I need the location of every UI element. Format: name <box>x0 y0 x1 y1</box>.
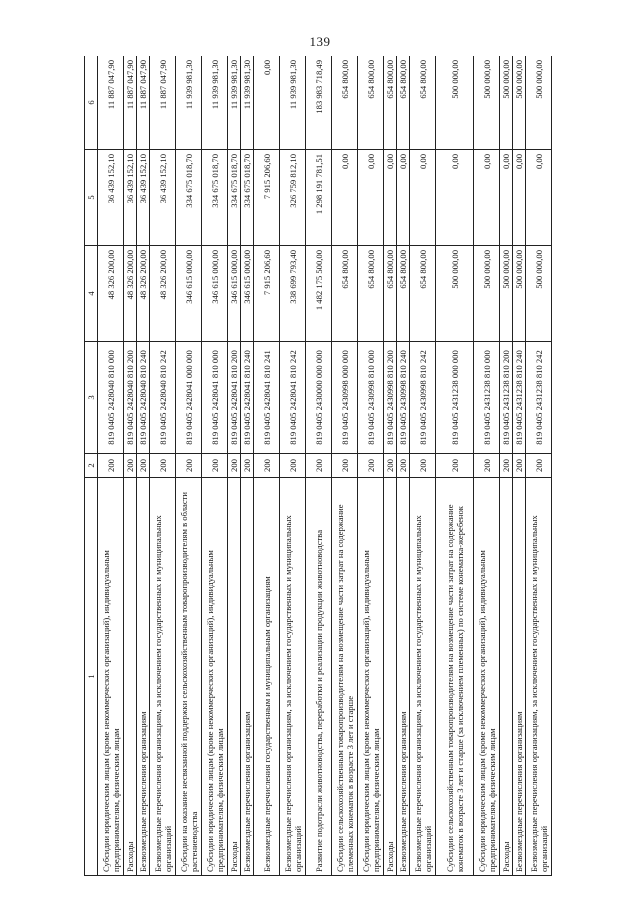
table-row <box>358 56 384 876</box>
table-row <box>254 56 280 876</box>
row-approved-amount-cell: 500 000,00 <box>500 246 513 342</box>
row-name-cell: Безвозмездные перечисления организациям <box>397 478 410 876</box>
row-executed-amount-cell: 0,00 <box>384 150 397 246</box>
row-unexecuted-amount-cell: 500 000,00 <box>436 56 474 150</box>
row-line-code-cell: 200 <box>332 454 358 478</box>
row-unexecuted-amount-cell: 654 800,00 <box>358 56 384 150</box>
row-approved-amount-cell: 48 326 200,00 <box>98 246 124 342</box>
row-line-code-cell: 200 <box>358 454 384 478</box>
rotated-table-content <box>84 56 600 876</box>
row-approved-amount-cell: 654 800,00 <box>332 246 358 342</box>
table-row <box>384 56 397 876</box>
row-name-cell: Безвозмездные перечисления организациям, за исключением государственных и муниципальных организаций <box>280 478 306 876</box>
row-name-cell: Расходы <box>228 478 241 876</box>
table-row <box>137 56 150 876</box>
row-budget-code-cell: 819 0405 2428041 810 240 <box>241 342 254 454</box>
page-number: 139 <box>309 34 331 49</box>
budget-table <box>84 56 552 876</box>
row-approved-amount-cell: 48 326 200,00 <box>137 246 150 342</box>
row-line-code-cell: 200 <box>526 454 552 478</box>
row-unexecuted-amount-cell: 500 000,00 <box>513 56 526 150</box>
row-executed-amount-cell: 1 298 191 781,51 <box>306 150 332 246</box>
column-header: 5 <box>85 150 98 246</box>
row-budget-code-cell: 819 0405 2428041 000 000 <box>176 342 202 454</box>
row-unexecuted-amount-cell: 11 887 047,90 <box>137 56 150 150</box>
table-header-row <box>85 56 98 876</box>
row-budget-code-cell: 819 0405 2430998 810 242 <box>410 342 436 454</box>
row-executed-amount-cell: 0,00 <box>500 150 513 246</box>
row-approved-amount-cell: 500 000,00 <box>436 246 474 342</box>
row-executed-amount-cell: 36 439 152,10 <box>150 150 176 246</box>
row-budget-code-cell: 819 0405 2431238 810 242 <box>526 342 552 454</box>
row-budget-code-cell: 819 0405 2430998 810 200 <box>384 342 397 454</box>
row-unexecuted-amount-cell: 183 983 718,49 <box>306 56 332 150</box>
row-name-cell: Расходы <box>384 478 397 876</box>
row-line-code-cell: 200 <box>98 454 124 478</box>
row-budget-code-cell: 819 0405 2428041 810 242 <box>280 342 306 454</box>
row-approved-amount-cell: 7 915 206,60 <box>254 246 280 342</box>
row-budget-code-cell: 819 0405 2430998 000 000 <box>332 342 358 454</box>
row-budget-code-cell: 819 0405 2428040 810 200 <box>124 342 137 454</box>
row-name-cell: Безвозмездные перечисления организациям <box>241 478 254 876</box>
row-approved-amount-cell: 654 800,00 <box>384 246 397 342</box>
row-line-code-cell: 200 <box>500 454 513 478</box>
row-executed-amount-cell: 0,00 <box>526 150 552 246</box>
row-executed-amount-cell: 36 439 152,10 <box>137 150 150 246</box>
row-executed-amount-cell: 334 675 018,70 <box>241 150 254 246</box>
rotated-table-frame <box>84 56 600 876</box>
row-name-cell: Безвозмездные перечисления организациям, за исключением государственных и муниципальных организаций <box>526 478 552 876</box>
row-approved-amount-cell: 654 800,00 <box>397 246 410 342</box>
row-approved-amount-cell: 48 326 200,00 <box>124 246 137 342</box>
table-row <box>124 56 137 876</box>
table-row <box>241 56 254 876</box>
table-row <box>526 56 552 876</box>
row-executed-amount-cell: 0,00 <box>410 150 436 246</box>
table-row <box>98 56 124 876</box>
table-row <box>397 56 410 876</box>
table-row <box>150 56 176 876</box>
row-unexecuted-amount-cell: 500 000,00 <box>474 56 500 150</box>
row-line-code-cell: 200 <box>241 454 254 478</box>
row-name-cell: Субсидии юридическим лицам (кроме некоммерческих организаций), индивидуальным предпринимателям, физическим лицам <box>474 478 500 876</box>
row-line-code-cell: 200 <box>436 454 474 478</box>
row-unexecuted-amount-cell: 654 800,00 <box>332 56 358 150</box>
row-approved-amount-cell: 346 615 000,00 <box>176 246 202 342</box>
row-approved-amount-cell: 338 699 793,40 <box>280 246 306 342</box>
row-line-code-cell: 200 <box>150 454 176 478</box>
column-header: 3 <box>85 342 98 454</box>
table-row <box>513 56 526 876</box>
table-row <box>306 56 332 876</box>
row-unexecuted-amount-cell: 11 939 981,30 <box>241 56 254 150</box>
row-approved-amount-cell: 654 800,00 <box>358 246 384 342</box>
row-line-code-cell: 200 <box>306 454 332 478</box>
row-name-cell: Развитие подотрасли животноводства, переработки и реализации продукции животноводства <box>306 478 332 876</box>
row-executed-amount-cell: 0,00 <box>436 150 474 246</box>
row-budget-code-cell: 819 0405 2428041 810 200 <box>228 342 241 454</box>
row-unexecuted-amount-cell: 654 800,00 <box>397 56 410 150</box>
column-header: 2 <box>85 454 98 478</box>
table-body <box>98 56 552 876</box>
row-executed-amount-cell: 0,00 <box>474 150 500 246</box>
row-budget-code-cell: 819 0405 2428040 810 242 <box>150 342 176 454</box>
table-row <box>332 56 358 876</box>
row-line-code-cell: 200 <box>397 454 410 478</box>
table-row <box>176 56 202 876</box>
row-name-cell: Безвозмездные перечисления государственным и муниципальным организациям <box>254 478 280 876</box>
row-unexecuted-amount-cell: 11 887 047,90 <box>98 56 124 150</box>
row-line-code-cell: 200 <box>513 454 526 478</box>
row-name-cell: Субсидии сельскохозяйственным товаропроизводителям на возмещение части затрат на содержание племенных конематок в возрасте 3 лет и старше <box>332 478 358 876</box>
row-budget-code-cell: 819 0405 2431238 810 200 <box>500 342 513 454</box>
row-approved-amount-cell: 346 615 000,00 <box>228 246 241 342</box>
row-line-code-cell: 200 <box>280 454 306 478</box>
row-budget-code-cell: 819 0405 2430998 810 240 <box>397 342 410 454</box>
row-name-cell: Субсидии на оказание несвязанной поддержки сельскохозяйственным товаропроизводителям в области растениеводства <box>176 478 202 876</box>
row-unexecuted-amount-cell: 654 800,00 <box>384 56 397 150</box>
row-budget-code-cell: 819 0405 2428040 810 000 <box>98 342 124 454</box>
row-line-code-cell: 200 <box>410 454 436 478</box>
table-row <box>500 56 513 876</box>
column-header: 6 <box>85 56 98 150</box>
table-row <box>474 56 500 876</box>
row-budget-code-cell: 819 0405 2430000 000 000 <box>306 342 332 454</box>
row-executed-amount-cell: 334 675 018,70 <box>176 150 202 246</box>
row-approved-amount-cell: 500 000,00 <box>474 246 500 342</box>
row-unexecuted-amount-cell: 500 000,00 <box>500 56 513 150</box>
row-budget-code-cell: 819 0405 2428040 810 240 <box>137 342 150 454</box>
row-unexecuted-amount-cell: 11 887 047,90 <box>150 56 176 150</box>
table-row <box>436 56 474 876</box>
row-executed-amount-cell: 0,00 <box>358 150 384 246</box>
row-unexecuted-amount-cell: 500 000,00 <box>526 56 552 150</box>
row-unexecuted-amount-cell: 654 800,00 <box>410 56 436 150</box>
column-header: 1 <box>85 478 98 876</box>
row-name-cell: Безвозмездные перечисления организациям, за исключением государственных и муниципальных организаций <box>410 478 436 876</box>
row-executed-amount-cell: 7 915 206,60 <box>254 150 280 246</box>
row-name-cell: Субсидии юридическим лицам (кроме некоммерческих организаций), индивидуальным предпринимателям, физическим лицам <box>98 478 124 876</box>
row-name-cell: Субсидии юридическим лицам (кроме некоммерческих организаций), индивидуальным предпринимателям, физическим лицам <box>202 478 228 876</box>
row-name-cell: Безвозмездные перечисления организациям <box>137 478 150 876</box>
row-budget-code-cell: 819 0405 2431238 810 000 <box>474 342 500 454</box>
row-budget-code-cell: 819 0405 2430998 810 000 <box>358 342 384 454</box>
row-line-code-cell: 200 <box>254 454 280 478</box>
row-unexecuted-amount-cell: 0,00 <box>254 56 280 150</box>
row-unexecuted-amount-cell: 11 939 981,30 <box>202 56 228 150</box>
row-executed-amount-cell: 0,00 <box>513 150 526 246</box>
row-executed-amount-cell: 326 759 812,10 <box>280 150 306 246</box>
row-executed-amount-cell: 0,00 <box>332 150 358 246</box>
table-row <box>202 56 228 876</box>
row-name-cell: Субсидии сельскохозяйственным товаропроизводителям на возмещение части затрат на содержание конематок в возрасте 3 лет и старше (за исключением племенных) по системе конематка-жеребенок <box>436 478 474 876</box>
row-executed-amount-cell: 334 675 018,70 <box>202 150 228 246</box>
row-name-cell: Безвозмездные перечисления организациям <box>513 478 526 876</box>
row-approved-amount-cell: 500 000,00 <box>513 246 526 342</box>
row-budget-code-cell: 819 0405 2428041 810 241 <box>254 342 280 454</box>
row-executed-amount-cell: 36 439 152,10 <box>98 150 124 246</box>
row-budget-code-cell: 819 0405 2431238 000 000 <box>436 342 474 454</box>
row-approved-amount-cell: 654 800,00 <box>410 246 436 342</box>
row-name-cell: Расходы <box>124 478 137 876</box>
row-line-code-cell: 200 <box>137 454 150 478</box>
row-line-code-cell: 200 <box>176 454 202 478</box>
row-approved-amount-cell: 500 000,00 <box>526 246 552 342</box>
table-row <box>228 56 241 876</box>
row-name-cell: Субсидии юридическим лицам (кроме некоммерческих организаций), индивидуальным предпринимателям, физическим лицам <box>358 478 384 876</box>
row-line-code-cell: 200 <box>124 454 137 478</box>
row-name-cell: Безвозмездные перечисления организациям, за исключением государственных и муниципальных организаций <box>150 478 176 876</box>
row-line-code-cell: 200 <box>384 454 397 478</box>
row-unexecuted-amount-cell: 11 939 981,30 <box>228 56 241 150</box>
row-unexecuted-amount-cell: 11 939 981,30 <box>280 56 306 150</box>
column-header: 4 <box>85 246 98 342</box>
row-approved-amount-cell: 346 615 000,00 <box>202 246 228 342</box>
row-executed-amount-cell: 334 675 018,70 <box>228 150 241 246</box>
row-line-code-cell: 200 <box>228 454 241 478</box>
row-line-code-cell: 200 <box>202 454 228 478</box>
row-line-code-cell: 200 <box>474 454 500 478</box>
row-executed-amount-cell: 36 439 152,10 <box>124 150 137 246</box>
row-approved-amount-cell: 346 615 000,00 <box>241 246 254 342</box>
row-unexecuted-amount-cell: 11 939 981,30 <box>176 56 202 150</box>
row-budget-code-cell: 819 0405 2431238 810 240 <box>513 342 526 454</box>
row-unexecuted-amount-cell: 11 887 047,90 <box>124 56 137 150</box>
row-budget-code-cell: 819 0405 2428041 810 000 <box>202 342 228 454</box>
table-row <box>280 56 306 876</box>
row-name-cell: Расходы <box>500 478 513 876</box>
row-approved-amount-cell: 48 326 200,00 <box>150 246 176 342</box>
row-executed-amount-cell: 0,00 <box>397 150 410 246</box>
table-row <box>410 56 436 876</box>
row-approved-amount-cell: 1 482 175 500,00 <box>306 246 332 342</box>
